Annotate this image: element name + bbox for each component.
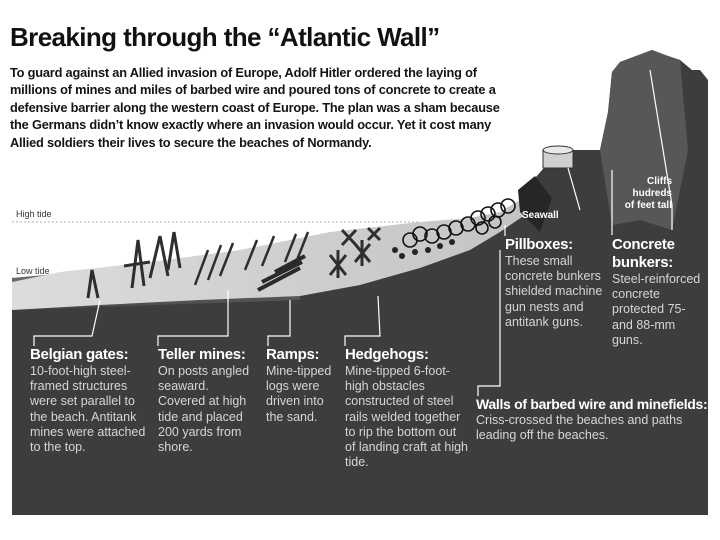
walls-callout <box>476 395 708 443</box>
seawall-label: Seawall <box>522 210 559 221</box>
intro-text: To guard against an Allied invasion of Europe, Adolf Hitler ordered the laying of millions of mines and miles of barbed wire and poured tons of concrete to create a defensive barrier along the western coast of Europe. The plan was a sham because the Germans didn’t know exactly where an invasion would occur. Yet it cost many Allied soldiers their lives to secure the beaches of Normandy. <box>10 65 500 150</box>
cliffs-label <box>612 176 672 212</box>
concrete-bunkers-callout <box>612 236 704 348</box>
ramps-heading: Ramps: <box>266 346 320 363</box>
ramps-body: Mine-tipped logs were driven into the sand. <box>266 364 332 424</box>
pillboxes-heading: Pillboxes: <box>505 236 573 253</box>
cliffs-label-line-1: Cliffs <box>647 176 672 187</box>
walls-heading: Walls of barbed wire and minefields: <box>476 396 708 412</box>
hedgehogs-heading: Hedgehogs: <box>345 346 429 363</box>
concrete-bunkers-heading-1: Concrete <box>612 236 675 253</box>
teller-mines-body: On posts angled seaward. Covered at high tide and placed 200 yards from shore. <box>158 364 250 455</box>
page-title: Breaking through the “Atlantic Wall” <box>10 22 440 52</box>
concrete-bunkers-body: Steel-reinforced concrete protected 75- and 88-mm guns. <box>612 272 701 347</box>
walls-body: Criss-crossed the beaches and paths leading off the beaches. <box>476 413 683 443</box>
belgian-gates-callout <box>30 346 152 455</box>
teller-mines-heading: Teller mines: <box>158 346 246 363</box>
cliffs-label-line-3: of feet tall <box>624 200 672 211</box>
ramps-callout <box>266 346 340 425</box>
low-tide-label: Low tide <box>16 266 50 276</box>
pillboxes-callout <box>505 236 607 330</box>
belgian-gates-body: 10-foot-high steel-framed structures were set parallel to the beach. Antitank mines were attached to the top. <box>30 364 146 455</box>
high-tide-label: High tide <box>16 209 52 219</box>
concrete-bunker <box>543 146 573 168</box>
cliffs-label-line-2: hudreds <box>632 188 672 199</box>
pillboxes-body: These small concrete bunkers shielded machine gun nests and antitank guns. <box>505 254 603 329</box>
teller-mines-callout <box>158 346 258 455</box>
hedgehogs-body: Mine-tipped 6-foot-high obstacles constructed of steel rails welded together to rip the bottom out of landing craft at high tide. <box>345 364 468 470</box>
concrete-bunkers-heading-2: bunkers: <box>612 254 673 271</box>
belgian-gates-heading: Belgian gates: <box>30 346 129 363</box>
hedgehogs-callout <box>345 346 469 470</box>
